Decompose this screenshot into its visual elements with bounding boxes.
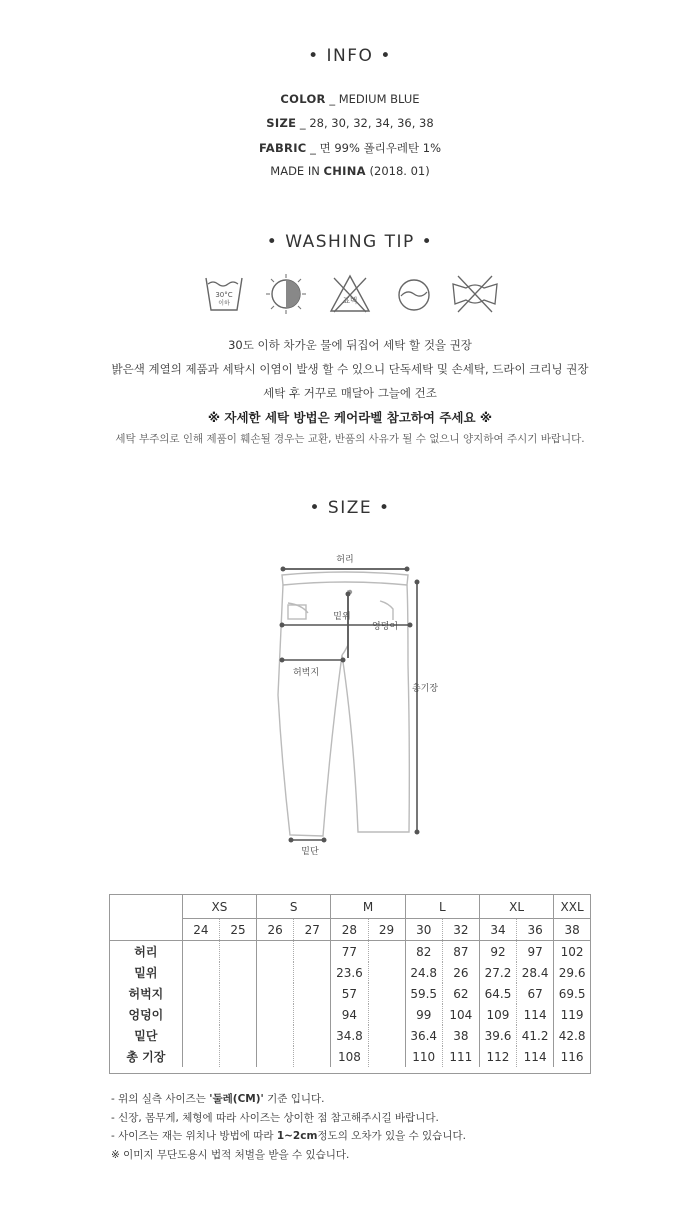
size-value-cell: 94	[331, 1004, 368, 1025]
no-bleach-icon	[328, 272, 372, 316]
size-value-cell	[294, 962, 331, 983]
size-number-header-row	[110, 919, 590, 941]
group-s: S	[257, 895, 331, 919]
size-value-cell: 62	[442, 983, 479, 1004]
note-1-text-end: 기준 입니다.	[263, 1093, 325, 1105]
bleach-text: 표백	[342, 296, 358, 305]
size-value-cell: 59.5	[405, 983, 442, 1004]
size-value-cell: 67	[517, 983, 554, 1004]
size-value-cell	[257, 1025, 294, 1046]
size-value-cell: 29.6	[554, 962, 590, 983]
size-value-cell	[219, 1025, 256, 1046]
size-value-cell	[182, 1025, 219, 1046]
size-value-cell	[368, 941, 405, 963]
size-value-cell	[368, 962, 405, 983]
size-table-row	[110, 1004, 590, 1025]
size-value-cell	[257, 983, 294, 1004]
row-label: 허리	[134, 945, 158, 959]
group-xl: XL	[479, 895, 553, 919]
size-value-cell: 24.8	[405, 962, 442, 983]
size-value-cell	[368, 983, 405, 1004]
tumble-dry-shaded-icon	[264, 272, 308, 316]
hem-label: 밑단	[301, 847, 319, 857]
note-1-bold: '둘레(CM)'	[209, 1093, 264, 1105]
size-table-row	[110, 962, 590, 983]
note-1	[111, 1090, 631, 1109]
length-label: 총기장	[411, 684, 439, 694]
waist-label: 허리	[336, 555, 354, 565]
pants-measurement-diagram	[260, 545, 440, 865]
fabric-label: FABRIC	[258, 141, 307, 155]
size-value-cell	[368, 1004, 405, 1025]
size-title: • SIZE •	[309, 498, 391, 518]
hang-dry-icon	[394, 272, 434, 316]
size-value-cell: 99	[405, 1004, 442, 1025]
empty-header-cell	[110, 895, 182, 941]
washing-line-3: 세탁 후 거꾸로 매달아 그늘에 건조	[263, 386, 437, 400]
size-value-cell	[294, 983, 331, 1004]
washing-title: • WASHING TIP •	[266, 232, 434, 252]
note-1-text: - 위의 실측 사이즈는	[111, 1093, 210, 1105]
size-col-header: 27	[294, 919, 331, 941]
size-value-cell: 69.5	[554, 983, 590, 1004]
size-table-body	[110, 941, 590, 1068]
size-value-cell: 34.8	[331, 1025, 368, 1046]
wash-temp-text: 30°C	[215, 291, 233, 299]
size-group-header-row	[110, 895, 590, 919]
size-col-header: 26	[257, 919, 294, 941]
made-in-line	[0, 164, 700, 178]
note-4: ※ 이미지 무단도용시 법적 처벌을 받을 수 있습니다.	[111, 1148, 350, 1161]
size-value-cell	[182, 962, 219, 983]
size-value-cell	[368, 1025, 405, 1046]
size-value-cell	[182, 983, 219, 1004]
group-m: M	[331, 895, 405, 919]
size-value-cell: 92	[479, 941, 516, 963]
size-value-cell	[182, 1004, 219, 1025]
size-col-header: 38	[554, 919, 590, 941]
size-value-cell: 82	[405, 941, 442, 963]
size-value-cell: 26	[442, 962, 479, 983]
thigh-label: 허벅지	[292, 668, 320, 678]
size-value-cell: 39.6	[479, 1025, 516, 1046]
color-value: _ MEDIUM BLUE	[325, 92, 420, 106]
row-label: 밑단	[134, 1029, 158, 1043]
size-table-row	[110, 1025, 590, 1046]
size-value-cell	[294, 1046, 331, 1067]
size-value-cell: 87	[442, 941, 479, 963]
row-label: 총 기장	[126, 1050, 166, 1064]
size-value-cell: 116	[554, 1046, 590, 1067]
made-country: CHINA	[323, 164, 366, 178]
wash-temp-sub-text: 이하	[218, 300, 230, 307]
row-label: 밑위	[134, 966, 158, 980]
note-3-text-end: 정도의 오차가 있을 수 있습니다.	[317, 1130, 466, 1142]
size-col-header: 29	[368, 919, 405, 941]
row-label: 허벅지	[128, 987, 164, 1001]
size-value-cell: 112	[479, 1046, 516, 1067]
size-col-header: 28	[331, 919, 368, 941]
made-suffix: (2018. 01)	[365, 164, 430, 178]
color-line	[0, 92, 700, 106]
size-value-cell: 36.4	[405, 1025, 442, 1046]
no-dry-clean-icon	[450, 272, 500, 316]
size-value-cell	[219, 983, 256, 1004]
rise-label: 밑위	[333, 612, 351, 622]
fabric-line	[0, 140, 700, 156]
size-value-cell	[182, 941, 219, 963]
note-3-text: - 사이즈는 재는 위치나 방법에 따라	[111, 1130, 277, 1142]
size-table-row	[110, 1046, 590, 1067]
size-value-cell: 114	[517, 1004, 554, 1025]
washing-line-care-label: ※ 자세한 세탁 방법은 케어라벨 참고하여 주세요 ※	[207, 410, 493, 425]
group-xxl: XXL	[554, 895, 590, 919]
size-value-cell	[368, 1046, 405, 1067]
washing-line-warning: 세탁 부주의로 인해 제품이 훼손될 경우는 교환, 반품의 사유가 될 수 없으니 양지하여 주시기 바랍니다.	[115, 433, 585, 445]
size-value-cell	[257, 1046, 294, 1067]
size-value-cell: 27.2	[479, 962, 516, 983]
made-prefix: MADE IN	[270, 164, 324, 178]
size-value-cell	[294, 1025, 331, 1046]
size-value-cell	[257, 1004, 294, 1025]
size-value-cell: 57	[331, 983, 368, 1004]
size-value-cell: 41.2	[517, 1025, 554, 1046]
group-xs: XS	[182, 895, 256, 919]
size-notes	[111, 1090, 631, 1164]
size-col-header: 30	[405, 919, 442, 941]
size-table-row	[110, 941, 590, 963]
note-3-bold: 1~2cm	[276, 1130, 318, 1142]
size-value-cell	[257, 962, 294, 983]
size-value-cell: 102	[554, 941, 590, 963]
size-value-cell: 114	[517, 1046, 554, 1067]
info-title: • INFO •	[308, 46, 392, 66]
size-value-cell: 64.5	[479, 983, 516, 1004]
size-col-header: 24	[182, 919, 219, 941]
size-table-row	[110, 983, 590, 1004]
size-value-cell: 109	[479, 1004, 516, 1025]
note-2: - 신장, 몸무게, 체형에 따라 사이즈는 상이한 점 참고해주시길 바랍니다.	[111, 1111, 439, 1124]
group-l: L	[405, 895, 479, 919]
size-value-cell	[219, 962, 256, 983]
size-value-cell: 28.4	[517, 962, 554, 983]
size-label: SIZE	[266, 116, 297, 130]
size-value-cell	[219, 941, 256, 963]
size-col-header: 34	[479, 919, 516, 941]
size-value-cell: 77	[331, 941, 368, 963]
size-col-header: 25	[219, 919, 256, 941]
fabric-value: _ 면 99% 폴리우레탄 1%	[306, 141, 442, 155]
note-3	[111, 1127, 631, 1146]
size-value-cell: 119	[554, 1004, 590, 1025]
color-label: COLOR	[280, 92, 326, 106]
size-value-cell	[257, 941, 294, 963]
size-value-cell: 111	[442, 1046, 479, 1067]
size-value-cell	[219, 1046, 256, 1067]
size-value-cell: 38	[442, 1025, 479, 1046]
size-table	[110, 895, 590, 1067]
size-value-cell	[294, 941, 331, 963]
washing-line-1: 30도 이하 차가운 물에 뒤집어 세탁 할 것을 권장	[228, 338, 472, 352]
size-line	[0, 116, 700, 130]
size-value-cell	[182, 1046, 219, 1067]
row-label: 엉덩이	[128, 1008, 164, 1022]
wash-30c-icon	[203, 272, 245, 316]
size-value: _ 28, 30, 32, 34, 36, 38	[296, 116, 434, 130]
size-value-cell: 110	[405, 1046, 442, 1067]
washing-line-2: 밝은색 계열의 제품과 세탁시 이염이 발생 할 수 있으니 단독세탁 및 손세탁, 드라이 크리닝 권장	[111, 362, 589, 376]
care-icons	[200, 272, 500, 318]
size-value-cell: 104	[442, 1004, 479, 1025]
size-value-cell: 97	[517, 941, 554, 963]
size-value-cell	[294, 1004, 331, 1025]
size-value-cell	[219, 1004, 256, 1025]
size-col-header: 32	[442, 919, 479, 941]
size-value-cell: 42.8	[554, 1025, 590, 1046]
size-value-cell: 108	[331, 1046, 368, 1067]
hip-label: 엉덩이	[371, 622, 399, 632]
size-col-header: 36	[517, 919, 554, 941]
size-value-cell: 23.6	[331, 962, 368, 983]
